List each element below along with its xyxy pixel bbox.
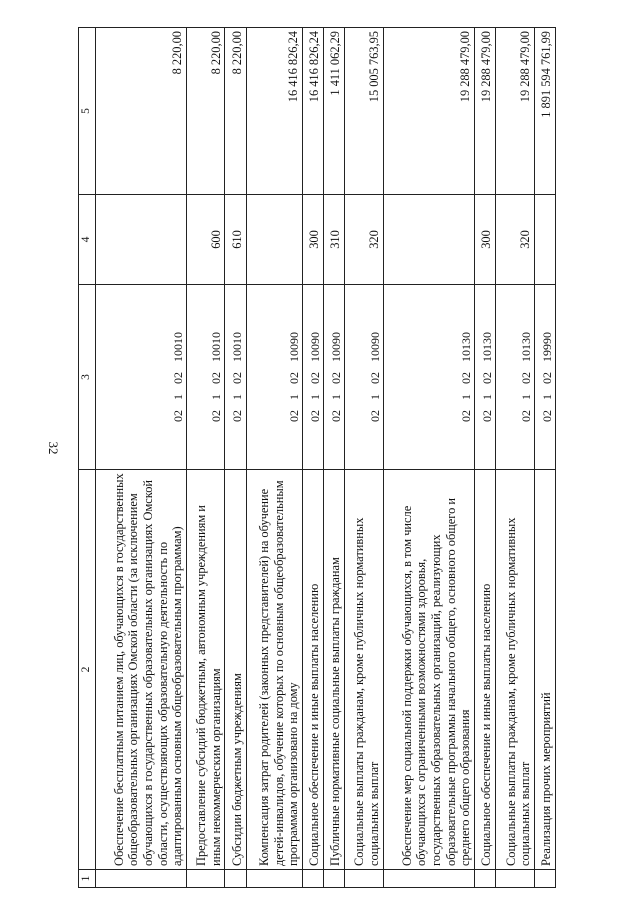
code-event: 02 <box>209 372 224 384</box>
row-col-1 <box>186 870 225 888</box>
row-amount: 8 220,00 <box>95 28 186 195</box>
code-event: 02 <box>170 372 185 384</box>
row-amount: 16 416 826,24 <box>246 28 302 195</box>
row-code <box>496 285 535 470</box>
code-direction: 10130 <box>518 332 533 362</box>
code-subprogram: 1 <box>307 394 322 400</box>
table-row <box>496 28 535 888</box>
code-direction: 10010 <box>209 332 224 362</box>
code-event: 02 <box>328 372 343 384</box>
table-row <box>246 28 302 888</box>
code-direction: 10010 <box>170 332 185 362</box>
row-col-1 <box>345 870 384 888</box>
row-col-1 <box>225 870 246 888</box>
table-row <box>383 28 474 888</box>
code-event: 02 <box>539 372 554 384</box>
code-subprogram: 1 <box>230 394 245 400</box>
row-expense-type <box>383 195 474 285</box>
row-amount: 8 220,00 <box>186 28 225 195</box>
row-expense-type <box>534 195 555 285</box>
code-program: 02 <box>307 410 322 422</box>
code-program: 02 <box>539 410 554 422</box>
code-event: 02 <box>479 372 494 384</box>
table-row <box>323 28 344 888</box>
row-expense-type: 320 <box>496 195 535 285</box>
code-event: 02 <box>458 372 473 384</box>
row-expense-type: 610 <box>225 195 246 285</box>
header-col-5: 5 <box>79 28 96 195</box>
row-amount: 15 005 763,95 <box>345 28 384 195</box>
budget-table <box>78 27 556 888</box>
code-subprogram: 1 <box>518 394 533 400</box>
row-col-1 <box>534 870 555 888</box>
row-description: Предоставление субсидий бюджетным, автономным учреждениям и иным некоммерческим организациям <box>186 470 225 870</box>
code-subprogram: 1 <box>328 394 343 400</box>
header-row <box>79 28 96 888</box>
row-expense-type: 600 <box>186 195 225 285</box>
row-code <box>302 285 323 470</box>
header-col-3: 3 <box>79 285 96 470</box>
row-col-1 <box>383 870 474 888</box>
row-expense-type: 310 <box>323 195 344 285</box>
row-amount: 1 891 594 761,99 <box>534 28 555 195</box>
code-direction: 10010 <box>230 332 245 362</box>
code-program: 02 <box>367 410 382 422</box>
header-col-1: 1 <box>79 870 96 888</box>
code-direction: 10130 <box>479 332 494 362</box>
row-code <box>186 285 225 470</box>
code-event: 02 <box>367 372 382 384</box>
row-code <box>225 285 246 470</box>
code-subprogram: 1 <box>539 394 554 400</box>
code-subprogram: 1 <box>286 394 301 400</box>
row-amount: 8 220,00 <box>225 28 246 195</box>
code-event: 02 <box>286 372 301 384</box>
row-amount: 19 288 479,00 <box>474 28 495 195</box>
row-col-1 <box>323 870 344 888</box>
code-event: 02 <box>518 372 533 384</box>
code-event: 02 <box>230 372 245 384</box>
header-col-2: 2 <box>79 470 96 870</box>
row-description: Обеспечение бесплатным питанием лиц, обучающихся в государственных общеобразовательных организациях Омской области (за исключением обучающихся в государственных образовательных организациях Омской области, осуществляющих образовательную деятельность по адаптированным основным общеобразовательным программам) <box>95 470 186 870</box>
code-direction: 10090 <box>328 332 343 362</box>
row-expense-type: 300 <box>474 195 495 285</box>
row-description: Социальное обеспечение и иные выплаты населению <box>474 470 495 870</box>
code-subprogram: 1 <box>170 394 185 400</box>
row-code <box>474 285 495 470</box>
table-row <box>186 28 225 888</box>
row-col-1 <box>496 870 535 888</box>
row-code <box>246 285 302 470</box>
row-amount: 16 416 826,24 <box>302 28 323 195</box>
code-direction: 19990 <box>539 332 554 362</box>
code-direction: 10090 <box>367 332 382 362</box>
row-col-1 <box>474 870 495 888</box>
row-col-1 <box>95 870 186 888</box>
page-number: 32 <box>46 441 61 455</box>
code-program: 02 <box>458 410 473 422</box>
code-program: 02 <box>230 410 245 422</box>
code-program: 02 <box>328 410 343 422</box>
table-row <box>95 28 186 888</box>
row-code <box>323 285 344 470</box>
row-amount: 19 288 479,00 <box>496 28 535 195</box>
row-description: Публичные нормативные социальные выплаты гражданам <box>323 470 344 870</box>
code-subprogram: 1 <box>367 394 382 400</box>
row-description: Социальное обеспечение и иные выплаты населению <box>302 470 323 870</box>
table-row <box>345 28 384 888</box>
row-description: Реализация прочих мероприятий <box>534 470 555 870</box>
table-row <box>534 28 555 888</box>
row-expense-type: 300 <box>302 195 323 285</box>
row-expense-type <box>246 195 302 285</box>
row-expense-type <box>95 195 186 285</box>
code-direction: 10130 <box>458 332 473 362</box>
code-program: 02 <box>479 410 494 422</box>
table-row <box>225 28 246 888</box>
row-col-1 <box>246 870 302 888</box>
code-program: 02 <box>286 410 301 422</box>
header-col-4: 4 <box>79 195 96 285</box>
table-body <box>79 28 556 888</box>
code-program: 02 <box>209 410 224 422</box>
code-program: 02 <box>170 410 185 422</box>
table-row <box>474 28 495 888</box>
code-subprogram: 1 <box>458 394 473 400</box>
row-description: Обеспечение мер социальной поддержки обучающихся, в том числе обучающихся с ограниченными возможностями здоровья, государственных образовательных организаций, реализующих образовательные программы начального общего, основного общего и среднего общего образования <box>383 470 474 870</box>
row-amount: 19 288 479,00 <box>383 28 474 195</box>
row-code <box>95 285 186 470</box>
code-program: 02 <box>518 410 533 422</box>
code-direction: 10090 <box>286 332 301 362</box>
code-event: 02 <box>307 372 322 384</box>
rotated-table-container <box>78 28 556 888</box>
row-description: Социальные выплаты гражданам, кроме публичных нормативных социальных выплат <box>345 470 384 870</box>
row-code <box>345 285 384 470</box>
row-description: Субсидии бюджетным учреждениям <box>225 470 246 870</box>
row-code <box>383 285 474 470</box>
table-row <box>302 28 323 888</box>
row-amount: 1 411 062,29 <box>323 28 344 195</box>
code-subprogram: 1 <box>209 394 224 400</box>
row-code <box>534 285 555 470</box>
row-expense-type: 320 <box>345 195 384 285</box>
row-description: Компенсация затрат родителей (законных представителей) на обучение детей-инвалидов, обучение которых по основным общеобразовательным программам организовано на дому <box>246 470 302 870</box>
code-direction: 10090 <box>307 332 322 362</box>
code-subprogram: 1 <box>479 394 494 400</box>
row-col-1 <box>302 870 323 888</box>
row-description: Социальные выплаты гражданам, кроме публичных нормативных социальных выплат <box>496 470 535 870</box>
